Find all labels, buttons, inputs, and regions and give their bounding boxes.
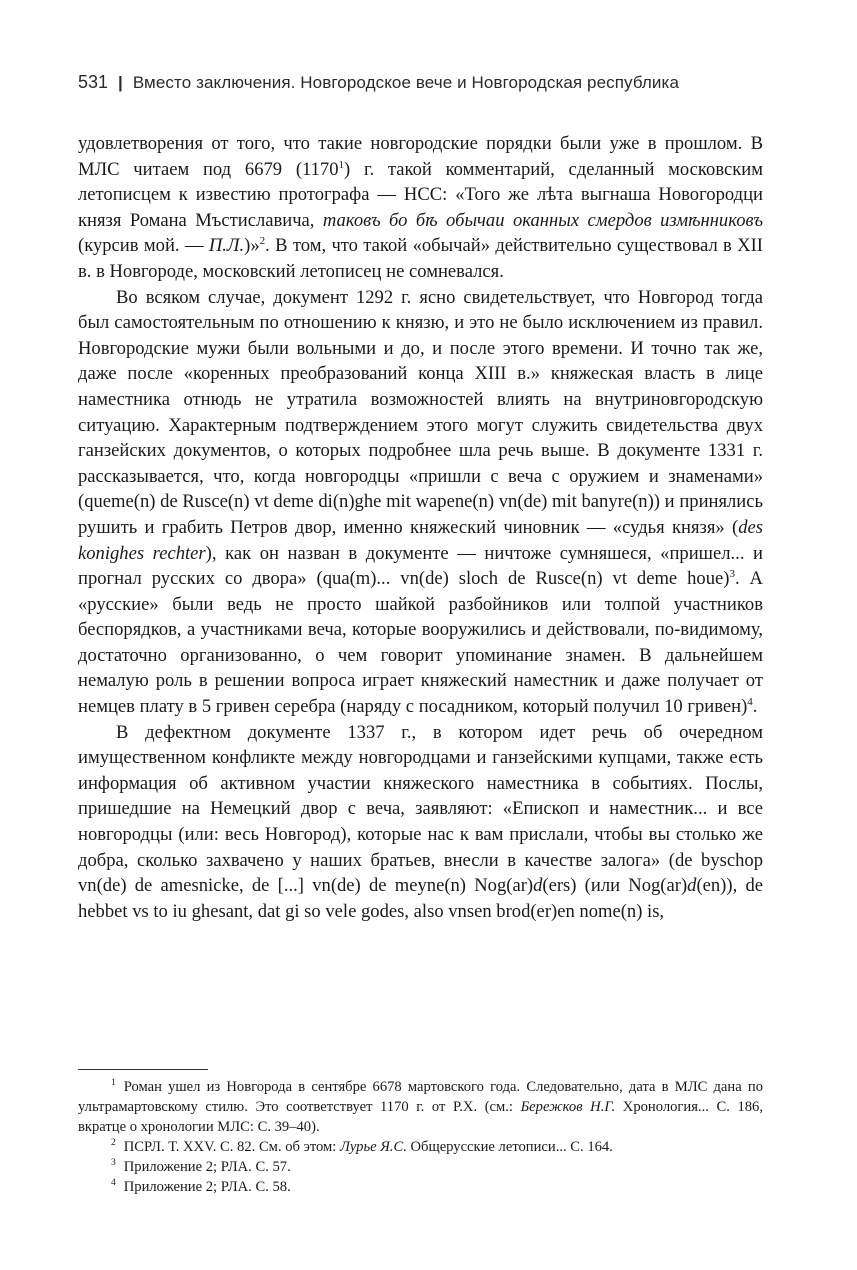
text-run: . В том, что такой «обычай» действительно существовал в XII в. в Новгороде, московский летописец не сомневался.: [78, 235, 763, 282]
text-run: (курсив мой. —: [78, 235, 209, 257]
footnote-4: [78, 1177, 763, 1197]
running-head-title: Вместо заключения. Новгородское вече и Новгородская республика: [132, 73, 679, 92]
italic-quote: таковъ бо бѣ обычаи оканных смердов измѣнниковъ: [322, 209, 763, 231]
footnote-number: 1: [111, 1078, 116, 1089]
footnote-number: 2: [111, 1138, 116, 1149]
text-run: Во всяком случае, документ 1292 г. ясно свидетельствует, что Новгород тогда был самостоятельным по отношению к князю, и это не было исключением из правил. Новгородские мужи были вольными и до, и после этого времени. И точно так же, даже после «коренных преобразований конца XIII в.» княжеская власть в лице наместника отнюдь не утратила возможностей влиять на внутриновгородскую ситуацию. Характерным подтверждением этого могут служить свидетельства двух ганзейских документов, о которых подробнее шла речь выше. В документе 1331 г. рассказывается, что, когда новгородцы «пришли с веча с оружием и знаменами» (queme(n) de Rusce(n) vt deme di(n)ghe mit wapene(n) vn(de) mit banyre(n)) и принялись рушить и грабить Петров двор, именно княжеский чиновник — «судья князя» (: [78, 286, 763, 538]
footnote-divider: [78, 1069, 208, 1070]
footnote-text: Хронология... С. 186, вкратце о хронологии МЛС: С. 39–40).: [78, 1099, 763, 1135]
main-text: [78, 131, 763, 924]
footnote-ref-4[interactable]: 4: [747, 695, 753, 708]
footnote-text: Приложение 2; РЛА. С. 57.: [123, 1159, 291, 1175]
footnote-author: Бережков Н.Г.: [520, 1099, 616, 1115]
footnote-2: [78, 1137, 763, 1157]
footnote-text: Роман ушел из Новгорода в сентябре 6678 мартовского года. Следовательно, дата в МЛС дана по ультрамартовскому стилю. Это соответствует 1170 г. от Р.Х. (см.:: [78, 1079, 763, 1115]
footnote-author: Лурье Я.С.: [339, 1139, 407, 1155]
footnotes: [78, 1077, 763, 1197]
text-run: (ers) (или Nog(ar): [542, 875, 688, 897]
footnote-text: Приложение 2; РЛА. С. 58.: [123, 1179, 291, 1195]
footnote-1: [78, 1077, 763, 1137]
italic-term: des konighes rechter: [78, 516, 763, 564]
footnote-number: 4: [111, 1178, 116, 1189]
running-head: [78, 72, 778, 100]
text-run: )»: [244, 235, 260, 257]
footnote-ref-2[interactable]: 2: [259, 235, 266, 248]
page-number: 531: [78, 72, 109, 92]
text-run: .: [752, 696, 758, 718]
paragraph-2: [78, 285, 763, 720]
footnote-ref-1[interactable]: 1: [338, 158, 345, 171]
italic-letter: d: [533, 875, 543, 897]
paragraph-1: [78, 131, 763, 285]
text-run: ), как он назван в документе — ничтоже сумняшеся, «пришел... и прогнал русских со двора» (qua(m)... vn(de) sloch de Rusce(n) vt deme houe): [78, 542, 763, 590]
footnote-number: 3: [111, 1158, 116, 1169]
footnote-ref-3[interactable]: 3: [729, 567, 735, 580]
italic-letter: d: [687, 875, 697, 897]
text-run: ) г. такой комментарий, сделанный московским летописцем к известию протографа — НСС: «Того же лѣта выгнаша Новогородци князя Романа Мъстиславича,: [78, 158, 763, 231]
text-run: удовлетворения от того, что такие новгородские порядки были уже в прошлом. В МЛС читаем под 6679 (1170: [78, 133, 763, 180]
italic-initials: П.Л.: [208, 235, 245, 257]
paragraph-3: [78, 720, 763, 925]
text-run: В дефектном документе 1337 г., в котором идет речь об очередном имущественном конфликте между новгородцами и ганзейскими купцами, также есть информация об активном участии княжеского наместника в событиях. Послы, пришедшие на Немецкий двор с веча, заявляют: «Епископ и наместник... и все новгородцы (или: весь Новгород), которые нас к вам прислали, чтобы вы столько же добра, сколько захвачено у наших братьев, внесли в качестве залога» (de byschop vn(de) de amesnicke, de [...] vn(de) de meyne(n) Nog(ar): [78, 721, 763, 897]
footnote-text: Общерусские летописи... С. 164.: [406, 1139, 613, 1155]
text-run: . А «русские» были ведь не просто шайкой разбойников или толпой участников беспорядков, а участниками веча, которые вооружились и действовали, по-видимому, достаточно организованно, о чем говорит упоминание знамен. В дальнейшем немалую роль в решении вопроса играет княжеский наместник и даже получает от немцев плату в 5 гривен серебра (наряду с посадником, который получил 10 гривен): [78, 568, 763, 718]
text-run: (en)), de hebbet vs to iu ghesant, dat gi so vele godes, also vnsen brod(er)en nome(n) is,: [78, 875, 763, 922]
footnote-3: [78, 1157, 763, 1177]
footnote-text: ПСРЛ. Т. XXV. С. 82. См. об этом:: [123, 1139, 340, 1155]
header-separator: |: [118, 73, 123, 92]
